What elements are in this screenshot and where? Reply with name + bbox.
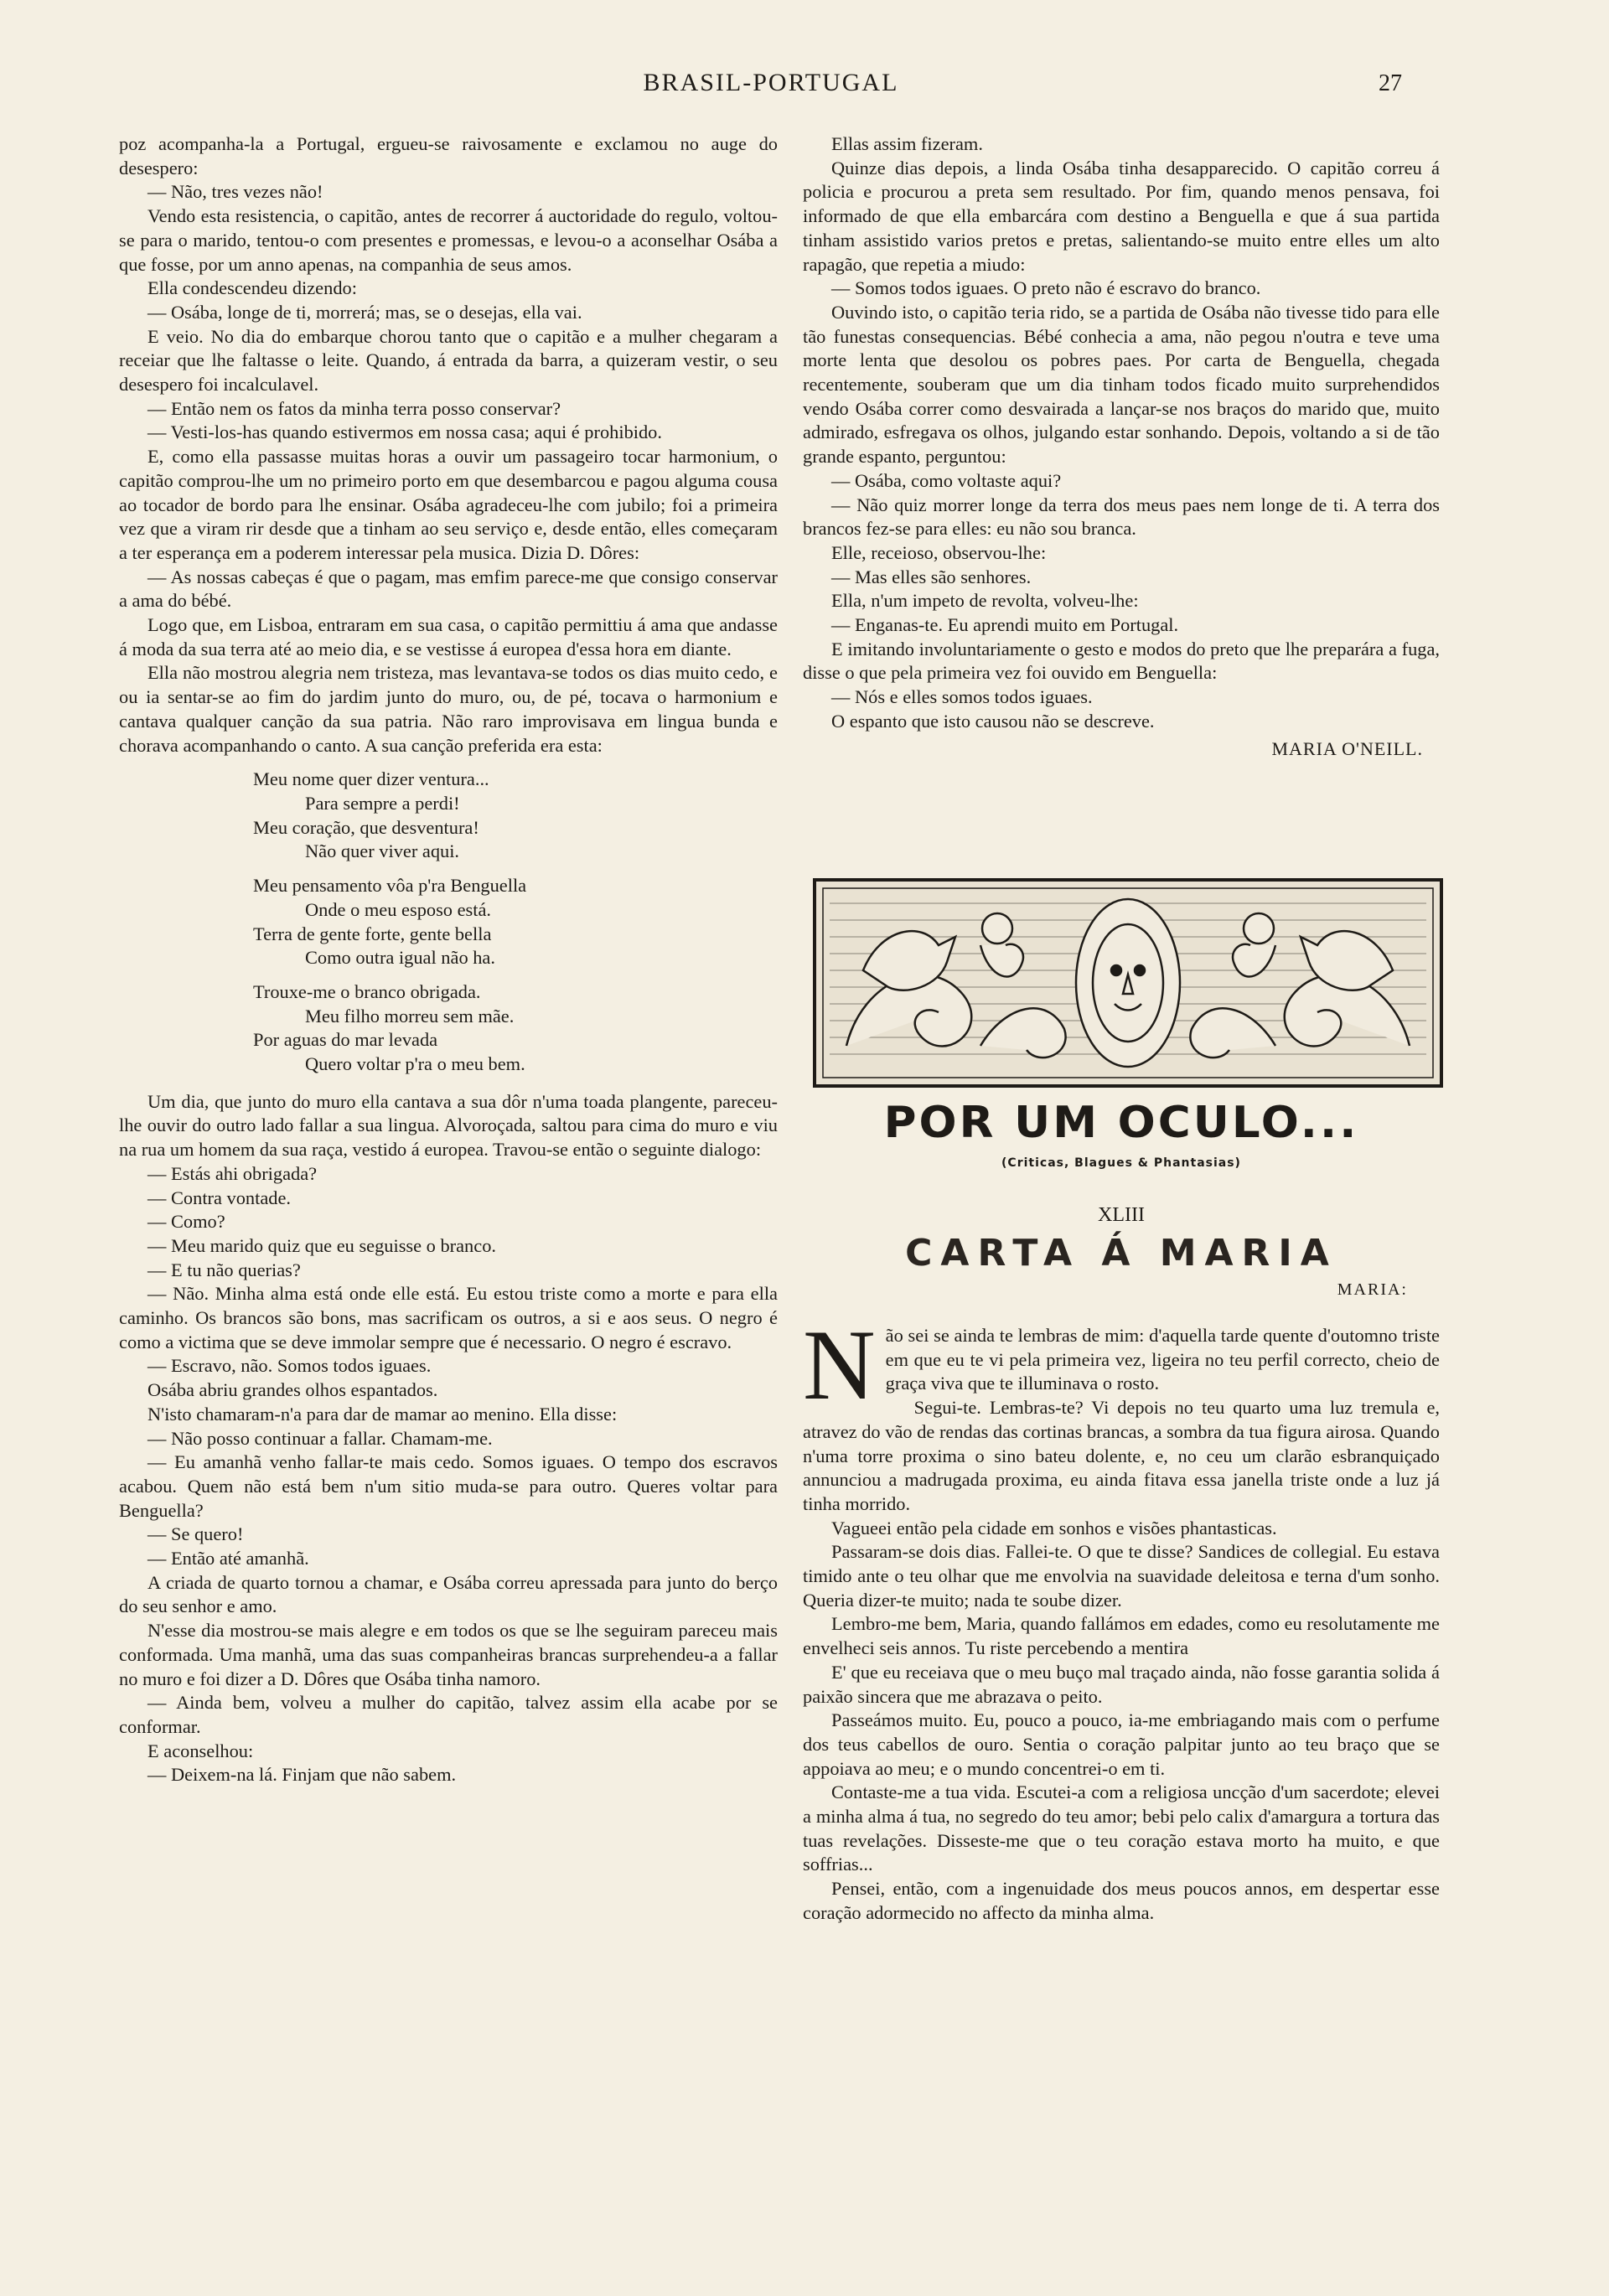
- decorative-ornament-engraving: [813, 878, 1443, 1088]
- poem: [253, 768, 778, 1076]
- paragraph: — Escravo, não. Somos todos iguaes.: [147, 1355, 432, 1377]
- paragraph: Passeámos muito. Eu, pouco a pouco, ia-me embriagando mais com o perfume dos teus cabellos de ouro. Sentia o coração palpitar junto ao teu braço que se appoiava ao meu; e o mundo concentrei-o em ti.: [803, 1709, 1440, 1779]
- paragraph: — Deixem-na lá. Finjam que não sabem.: [147, 1764, 457, 1786]
- paragraph: Ouvindo isto, o capitão teria rido, se a partida de Osába não tivesse tido para elle tão funestas consequencias. Bébé conhecia a ama, não pegou n'outra e teve uma morte lenta que desolou os pobres paes. Por carta de Benguella, chegada recentemente, souberam que um dia tinham todos ficado muito surprehendidos vendo Osába correr como desvairada a lançar-se nos braços do marido que, muito admirado, esfregava os olhos, julgando estar sonhando. Depois, voltando a si de tão grande espanto, perguntou:: [803, 301, 1440, 468]
- paragraph: E imitando involuntariamente o gesto e modos do preto que lhe preparára a fuga, disse o que pela primeira vez foi ouvido em Benguella:: [803, 638, 1440, 684]
- poem-line: Meu pensamento vôa p'ra Benguella: [253, 875, 527, 897]
- poem-line: Meu nome quer dizer ventura...: [253, 768, 489, 790]
- paragraph: Passaram-se dois dias. Fallei-te. O que te disse? Sandices de collegial. Eu estava timido ante o teu olhar que me envolvia na suavidade deleitosa e terna d'um sonho. Queria dizer-te muito; nada te soube dizer.: [803, 1541, 1440, 1611]
- paragraph: — Se quero!: [147, 1523, 244, 1545]
- letter-salutation: MARIA:: [1337, 1280, 1408, 1299]
- paragraph: — Enganas-te. Eu aprendi muito em Portugal.: [831, 614, 1179, 636]
- paragraph: E veio. No dia do embarque chorou tanto que o capitão e a mulher chegaram a receiar que lhe faltasse o leite. Quando, á entrada da barra, a quizeram vestir, o seu desespero foi incalculavel.: [119, 325, 778, 396]
- paragraph: — Então até amanhã.: [147, 1548, 309, 1569]
- paragraph: — E tu não querias?: [147, 1259, 301, 1280]
- paragraph: Pensei, então, com a ingenuidade dos meus poucos annos, em despertar esse coração adormecido no affecto da minha alma.: [803, 1878, 1440, 1923]
- paragraph: Vagueei então pela cidade em sonhos e visões phantasticas.: [831, 1517, 1277, 1538]
- letter-title: CARTA Á MARIA: [905, 1232, 1337, 1275]
- section-title: POR UM OCULO...: [883, 1098, 1359, 1148]
- paragraph: Osába abriu grandes olhos espantados.: [147, 1379, 438, 1401]
- poem-line: Por aguas do mar levada: [253, 1029, 438, 1051]
- paragraph: Logo que, em Lisboa, entraram em sua casa, o capitão permittiu á ama que andasse á moda da sua terra até ao meio dia, e se vestisse á europea d'essa hora em diante.: [119, 614, 778, 659]
- paragraph: — Nós e elles somos todos iguaes.: [831, 686, 1093, 708]
- paragraph: — Osába, longe de ti, morrerá; mas, se o desejas, ella vai.: [147, 301, 582, 323]
- author-signature: MARIA O'NEILL.: [1271, 737, 1423, 759]
- page-number: 27: [1379, 70, 1402, 96]
- paragraph: Elle, receioso, observou-lhe:: [831, 541, 1047, 563]
- paragraph: — Não. Minha alma está onde elle está. Eu estou triste como a morte e para ella caminho. Os brancos são bons, mas sacrificam os outros, a si e aos seus. O negro é como a victima que se deve immolar sempre que é necessario. O negro é escravo.: [119, 1283, 778, 1352]
- right-column: [803, 132, 1440, 761]
- paragraph: — Como?: [147, 1211, 225, 1233]
- paragraph: Lembro-me bem, Maria, quando fallámos em edades, como eu resolutamente me envelheci seis annos. Tu riste percebendo a mentira: [803, 1613, 1440, 1659]
- paragraph: — Mas elles são senhores.: [831, 566, 1032, 587]
- paragraph: — Então nem os fatos da minha terra posso conservar?: [147, 397, 561, 419]
- paragraph: — Meu marido quiz que eu seguisse o branco.: [147, 1234, 496, 1256]
- paragraph-text: ão sei se ainda te lembras de mim: d'aquella tarde quente d'outomno triste em que eu te vi pela primeira vez, ligeira no teu perfil correcto, cheio de graça viva que te illuminava o rosto.: [885, 1325, 1440, 1394]
- letter-body: [803, 1309, 1440, 1926]
- paragraph: — Osába, como voltaste aqui?: [831, 469, 1062, 491]
- poem-line: Trouxe-me o branco obrigada.: [253, 980, 481, 1002]
- paragraph: E aconselhou:: [147, 1740, 254, 1761]
- poem-line: Meu coração, que desventura!: [253, 816, 479, 838]
- paragraph: Um dia, que junto do muro ella cantava a sua dôr n'uma toada plangente, pareceu-lhe ouvir do outro lado fallar a sua lingua. Alvoroçada, saltou para cima do muro e viu na rua um homem da sua raça, vestido á europea. Travou-se então o seguinte dialogo:: [119, 1090, 778, 1161]
- section-subtitle: (Criticas, Blagues & Phantasias): [1001, 1156, 1241, 1170]
- poem-stanza: [253, 980, 778, 1077]
- paragraph: — As nossas cabeças é que o pagam, mas emfim parece-me que consigo conservar a ama do bébé.: [119, 566, 778, 612]
- poem-line: Como outra igual não ha.: [305, 947, 495, 969]
- paragraph: E' que eu receiava que o meu buço mal traçado ainda, não fosse garantia solida á paixão sincera que me abrazava o peito.: [803, 1661, 1440, 1707]
- poem-stanza: [253, 874, 778, 970]
- paragraph: [803, 1309, 1440, 1420]
- poem-line: Quero voltar p'ra o meu bem.: [305, 1053, 525, 1075]
- paragraph: — Não quiz morrer longe da terra dos meus paes nem longe de ti. A terra dos brancos fez-se para elles: eu não sou branca.: [803, 494, 1440, 540]
- left-column: [119, 132, 778, 1787]
- poem-line: Onde o meu esposo está.: [305, 898, 491, 920]
- paragraph: — Contra vontade.: [147, 1187, 292, 1208]
- paragraph: Quinze dias depois, a linda Osába tinha desapparecido. O capitão correu á policia e procurou a preta sem resultado. Por fim, quando menos pensava, foi informado de que ella embarcára com destino a Benguella e que á sua partida tinham assistido varios pretos e pretas, salientando-se muito entre elles um alto rapagão, que repetia a miudo:: [803, 157, 1440, 275]
- paragraph: poz acompanha-la a Portugal, ergueu-se raivosamente e exclamou no auge do desespero:: [119, 133, 778, 178]
- poem-line: Para sempre a perdi!: [305, 792, 460, 814]
- paragraph: — Não posso continuar a fallar. Chamam-me.: [147, 1427, 493, 1449]
- paragraph: Vendo esta resistencia, o capitão, antes de recorrer á auctoridade do regulo, voltou-se para o marido, tentou-o com presentes e promessas, e levou-o a aconselhar Osába a que fosse, por um anno apenas, na companhia de seus amos.: [119, 205, 778, 275]
- paragraph: Ellas assim fizeram.: [831, 133, 983, 154]
- paragraph: — Vesti-los-has quando estivermos em nossa casa; aqui é prohibido.: [147, 421, 662, 443]
- paragraph: — Estás ahi obrigada?: [147, 1162, 318, 1184]
- running-title: BRASIL-PORTUGAL: [643, 69, 899, 96]
- paragraph: Segui-te. Lembras-te? Vi depois no teu quarto uma luz tremula e, atravez do vão de rendas das cortinas brancas, a sombra da tua figura airosa. Quando n'uma torre proxima o sino bateu dolente, e, no ceu um clarão esbranquiçado annunciou a madrugada proxima, eu ainda fitava essa janella triste onde a luz já tinha morrido.: [803, 1397, 1440, 1514]
- poem-line: Não quer viver aqui.: [305, 840, 460, 862]
- paragraph: N'esse dia mostrou-se mais alegre e em todos os que se lhe seguiram pareceu mais conformada. Uma manhã, uma das suas companheiras brancas surprehendeu-a a fallar no muro e foi dizer a D. Dôres que Osába tinha namoro.: [119, 1620, 778, 1689]
- paragraph: Ella não mostrou alegria nem tristeza, mas levantava-se todos os dias muito cedo, e ou ia sentar-se ao fim do jardim junto do muro, ou, de pé, tocava o harmonium e cantava qualquer canção da sua patria. Não raro improvisava em lingua bunda e chorava acompanhando o canto. A sua canção preferida era esta:: [119, 662, 778, 756]
- paragraph: Contaste-me a tua vida. Escutei-a com a religiosa uncção d'um sacerdote; elevei a minha alma á tua, no segredo do teu amor; bebi pelo calix d'amargura a tortura das tuas revelações. Disseste-me que o teu coração estava morto ha muito, e que soffrias...: [803, 1781, 1440, 1875]
- paragraph: — Ainda bem, volveu a mulher do capitão, talvez assim ella acabe por se conformar.: [119, 1692, 778, 1737]
- chapter-numeral: XLIII: [1098, 1204, 1145, 1226]
- page-header: [0, 69, 1609, 102]
- poem-stanza: [253, 768, 778, 864]
- drop-cap: N: [803, 1309, 876, 1420]
- paragraph: Ella, n'um impeto de revolta, volveu-lhe:: [831, 590, 1139, 612]
- paragraph: — Não, tres vezes não!: [147, 181, 323, 203]
- paragraph: E, como ella passasse muitas horas a ouvir um passageiro tocar harmonium, o capitão comprou-lhe um no primeiro porto em que desembarcou e pagou alguma cousa ao tocador de bordo para lhe ensinar. Osába agradeceu-lhe com jubilo; foi a primeira vez que a viram rir desde que a tinham ao seu serviço e, desde então, elles começaram a ter esperança em a poderem interessar pela musica. Dizia D. Dôres:: [119, 446, 778, 563]
- poem-line: Meu filho morreu sem mãe.: [305, 1005, 515, 1026]
- poem-line: Terra de gente forte, gente bella: [253, 923, 492, 944]
- paragraph: — Somos todos iguaes. O preto não é escravo do branco.: [831, 277, 1261, 299]
- paragraph: O espanto que isto causou não se descreve.: [831, 710, 1155, 732]
- paragraph: A criada de quarto tornou a chamar, e Osába correu apressada para junto do berço do seu senhor e amo.: [119, 1571, 778, 1617]
- paragraph: — Eu amanhã venho fallar-te mais cedo. Somos iguaes. O tempo dos escravos acabou. Quem não está bem n'um sitio muda-se para outro. Queres voltar para Benguella?: [119, 1451, 778, 1521]
- paragraph: Ella condescendeu dizendo:: [147, 277, 357, 299]
- paragraph: N'isto chamaram-n'a para dar de mamar ao menino. Ella disse:: [147, 1403, 618, 1425]
